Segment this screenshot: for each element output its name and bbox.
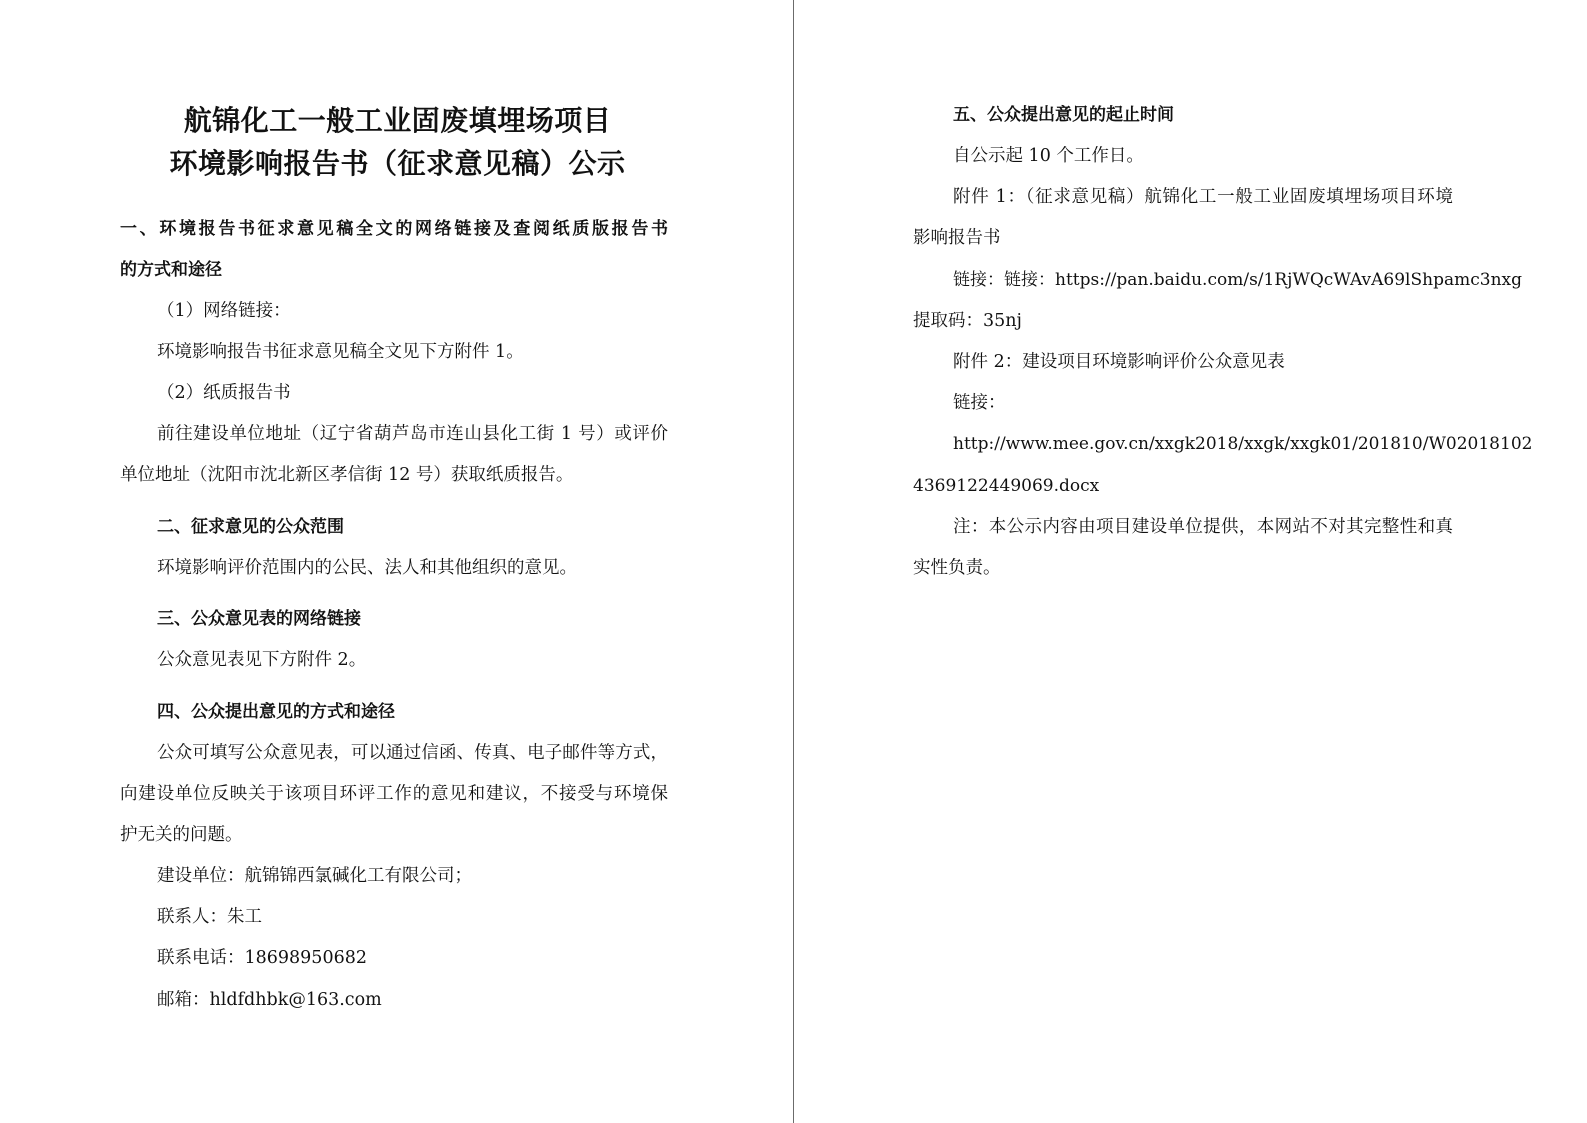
s5-text: 自公示起 10 个工作日。 (953, 146, 1144, 166)
contact-email: 邮箱：hldfdhbk@163.com (157, 990, 382, 1010)
attachment2-link[interactable]: http://www.mee.gov.cn/xxgk2018/xxgk/xxgk01/201810/W02018102 (953, 434, 1533, 454)
section3-heading: 三、公众意见表的网络链接 (157, 609, 361, 629)
attachment2: 附件 2：建设项目环境影响评价公众意见表 (953, 352, 1285, 372)
s4-text: 公众可填写公众意见表，可以通过信函、传真、电子邮件等方式， (157, 743, 668, 763)
attachment2-link-label: 链接： (953, 393, 1006, 413)
s2-text: 环境影响评价范围内的公民、法人和其他组织的意见。 (157, 558, 577, 578)
section2-heading: 二、征求意见的公众范围 (157, 517, 344, 537)
disclaimer-note-cont: 实性负责。 (913, 558, 1001, 578)
disclaimer-note: 注：本公示内容由项目建设单位提供，本网站不对其完整性和真 (953, 517, 1453, 537)
s1-item2-text: 前往建设单位地址（辽宁省葫芦岛市连山县化工街 1 号）或评价 (157, 424, 668, 444)
page-divider (793, 0, 794, 1123)
contact-person: 联系人：朱工 (157, 907, 262, 927)
section4-heading: 四、公众提出意见的方式和途径 (157, 702, 395, 722)
attachment1: 附件 1：（征求意见稿）航锦化工一般工业固废填埋场项目环境 (953, 187, 1453, 207)
section1-heading-cont: 的方式和途径 (120, 260, 222, 280)
s4-text-end: 护无关的问题。 (120, 825, 243, 845)
document-title-line2: 环境影响报告书（征求意见稿）公示 (169, 147, 626, 180)
s1-item2-label: （2）纸质报告书 (157, 383, 291, 403)
s4-text-cont: 向建设单位反映关于该项目环评工作的意见和建议，不接受与环境保 (120, 784, 668, 804)
s1-item1-label: （1）网络链接： (157, 301, 291, 321)
extraction-code: 提取码：35nj (913, 311, 1022, 331)
document-title-line1: 航锦化工一般工业固废填埋场项目 (183, 104, 612, 137)
attachment1-cont: 影响报告书 (913, 228, 1001, 248)
contact-phone: 联系电话：18698950682 (157, 948, 367, 968)
attachment2-link-cont[interactable]: 4369122449069.docx (913, 476, 1100, 496)
s3-text: 公众意见表见下方附件 2。 (157, 650, 367, 670)
attachment1-link[interactable]: 链接：链接：https://pan.baidu.com/s/1RjWQcWAvA69lShpamc3nxg (953, 270, 1522, 290)
s1-item2-text-cont: 单位地址（沈阳市沈北新区孝信街 12 号）获取纸质报告。 (120, 465, 574, 485)
section1-heading: 一、环境报告书征求意见稿全文的网络链接及查阅纸质版报告书 (120, 219, 668, 239)
section5-heading: 五、公众提出意见的起止时间 (953, 105, 1174, 125)
s1-item1-text: 环境影响报告书征求意见稿全文见下方附件 1。 (157, 342, 524, 362)
construction-unit: 建设单位：航锦锦西氯碱化工有限公司； (157, 866, 472, 886)
